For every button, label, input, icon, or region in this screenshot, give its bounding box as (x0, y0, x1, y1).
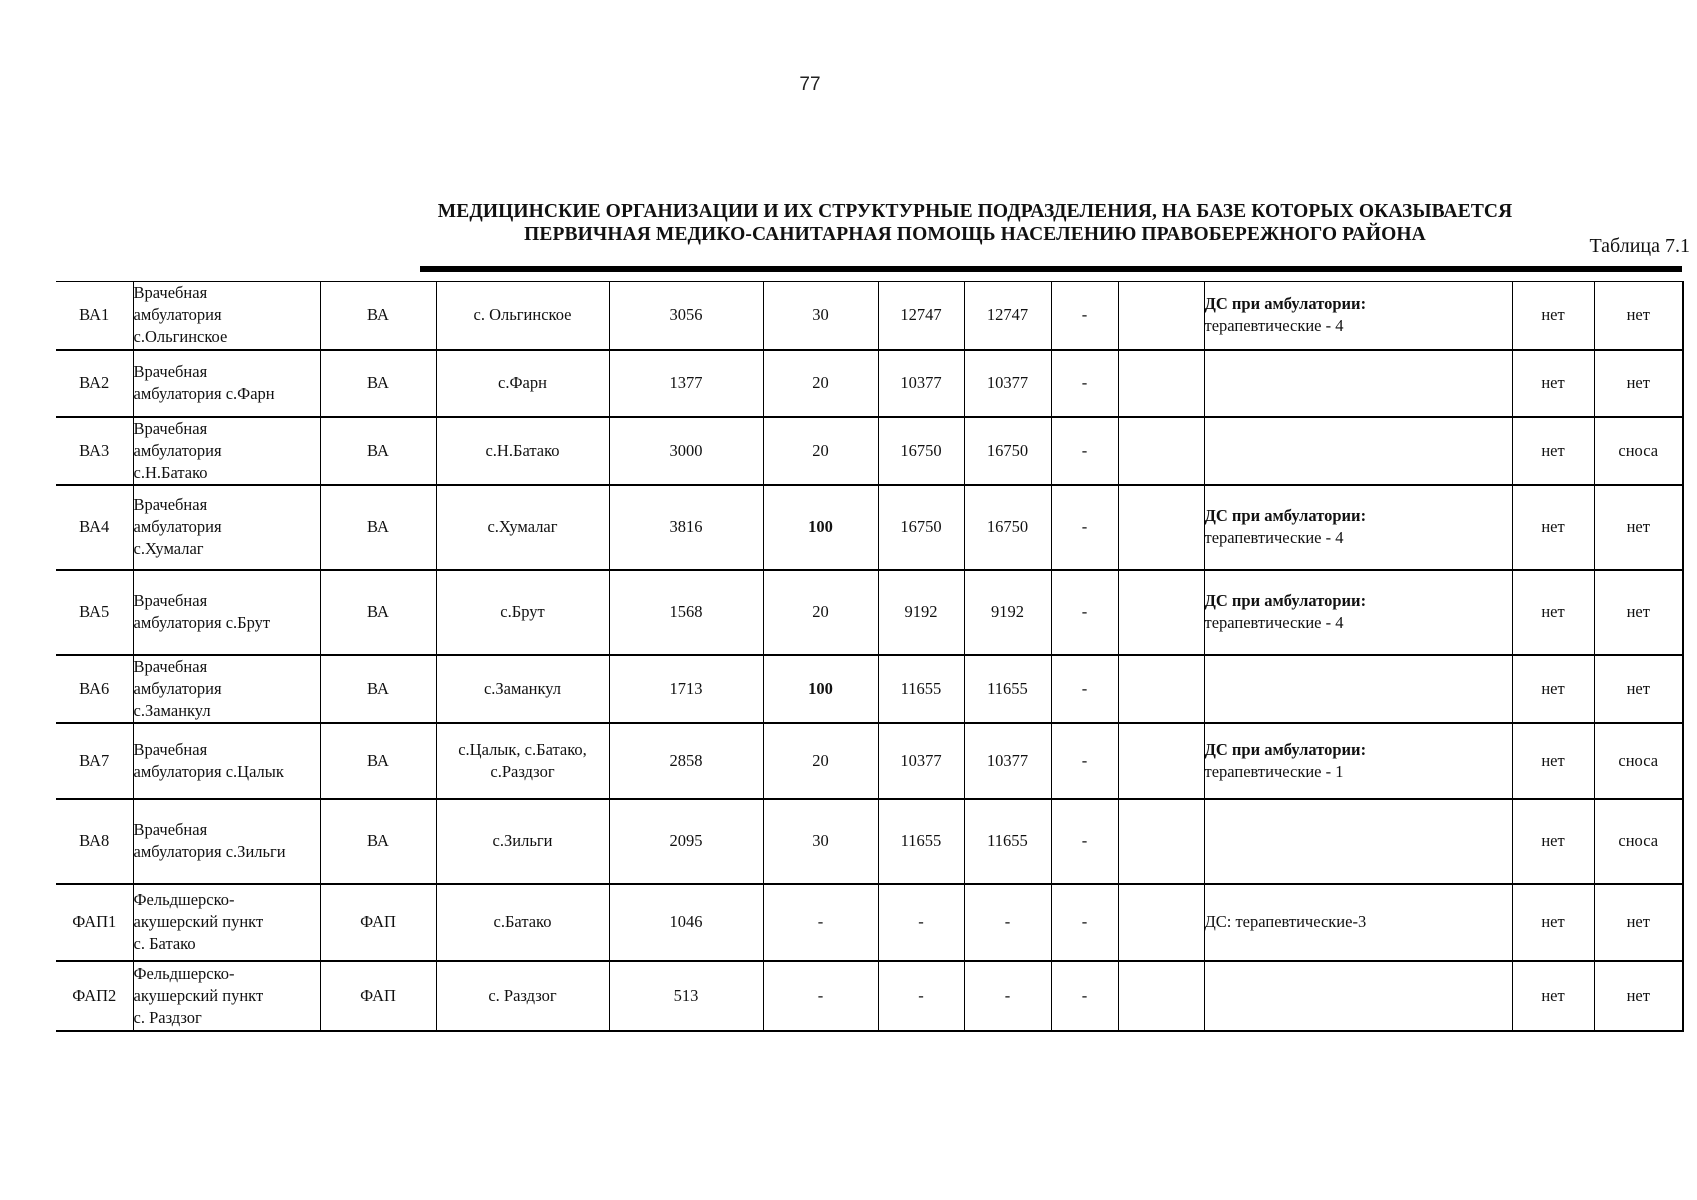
org-name-line: с.Н.Батако (133, 462, 208, 482)
status-flag-cell: нет (1594, 350, 1683, 417)
table-row (56, 350, 1683, 417)
population-cell: 513 (609, 961, 763, 1031)
status-flag-cell: нет (1512, 884, 1594, 961)
area-used-cell: 12747 (964, 282, 1051, 350)
dash-cell: - (1051, 570, 1118, 655)
empty-cell (1118, 417, 1204, 485)
settlement-line: с.Фарн (498, 373, 547, 392)
area-total-cell: 16750 (878, 485, 964, 570)
table-row (56, 485, 1683, 570)
notes-text: терапевтические - 4 (1204, 528, 1344, 547)
org-name-line: Фельдшерско- (133, 963, 235, 983)
org-code-cell: ФАП2 (56, 961, 133, 1031)
org-name-line: Врачебная (133, 495, 208, 514)
org-name-line: амбулатория с.Цалык (133, 761, 284, 781)
notes-cell (1204, 723, 1512, 799)
settlement-cell (436, 485, 609, 570)
org-name-line: Врачебная (133, 656, 208, 676)
org-name-line: Врачебная (133, 739, 208, 759)
notes-cell (1204, 655, 1512, 723)
notes-cell (1204, 417, 1512, 485)
area-total-cell: 10377 (878, 723, 964, 799)
title-line-1: МЕДИЦИНСКИЕ ОРГАНИЗАЦИИ И ИХ СТРУКТУРНЫЕ ПОДРАЗДЕЛЕНИЯ, НА БАЗЕ КОТОРЫХ ОКАЗЫВАЕТСЯ (437, 201, 1513, 222)
status-flag-cell: нет (1512, 655, 1594, 723)
capacity-cell: 30 (763, 799, 878, 884)
settlement-line: с.Раздзог (490, 761, 555, 781)
status-flag-cell: сноса (1594, 723, 1683, 799)
status-flag-cell: нет (1512, 350, 1594, 417)
status-flag-cell: нет (1512, 723, 1594, 799)
org-code-cell: ВА5 (56, 570, 133, 655)
title-line-2: ПЕРВИЧНАЯ МЕДИКО-САНИТАРНАЯ ПОМОЩЬ НАСЕЛЕНИЮ ПРАВОБЕРЕЖНОГО РАЙОНА (524, 224, 1426, 245)
dash-cell: - (1051, 417, 1118, 485)
notes-cell (1204, 799, 1512, 884)
org-name-line: амбулатория (133, 678, 222, 698)
notes-text: терапевтические - 1 (1204, 761, 1344, 781)
org-type-cell: ВА (320, 570, 436, 655)
org-name-line: Врачебная (133, 418, 208, 438)
page-number: 77 (799, 74, 821, 95)
population-cell: 1377 (609, 350, 763, 417)
status-flag-cell: нет (1594, 282, 1683, 350)
population-cell: 1568 (609, 570, 763, 655)
medical-organizations-table (56, 281, 1684, 1032)
settlement-cell (436, 799, 609, 884)
org-code-cell: ФАП1 (56, 884, 133, 961)
header-rule (420, 266, 1682, 272)
capacity-cell: 20 (763, 417, 878, 485)
status-flag-cell: нет (1594, 570, 1683, 655)
org-type-cell: ФАП (320, 884, 436, 961)
org-name-line: Фельдшерско- (133, 890, 235, 909)
settlement-line: с.Батако (493, 912, 552, 931)
status-flag-cell: нет (1594, 961, 1683, 1031)
notes-text: ДС: терапевтические-3 (1204, 912, 1367, 931)
org-name-line: Врачебная (133, 283, 208, 303)
table-row (56, 723, 1683, 799)
empty-cell (1118, 799, 1204, 884)
area-used-cell: 11655 (964, 655, 1051, 723)
notes-text: терапевтические - 4 (1204, 316, 1344, 336)
org-name-cell (133, 570, 320, 655)
org-code-cell: ВА3 (56, 417, 133, 485)
capacity-cell: - (763, 961, 878, 1031)
org-name-line: акушерский пункт (133, 985, 264, 1005)
capacity-cell: 20 (763, 350, 878, 417)
notes-heading: ДС при амбулатории: (1204, 506, 1367, 525)
org-code-cell: ВА7 (56, 723, 133, 799)
capacity-cell: 30 (763, 282, 878, 350)
status-flag-cell: нет (1512, 485, 1594, 570)
population-cell: 1713 (609, 655, 763, 723)
settlement-line: с. Раздзог (488, 985, 557, 1005)
org-name-line: Врачебная (133, 820, 208, 839)
org-name-line: амбулатория с.Фарн (133, 384, 275, 403)
area-used-cell: - (964, 884, 1051, 961)
capacity-cell: 20 (763, 570, 878, 655)
area-used-cell: 9192 (964, 570, 1051, 655)
org-name-cell (133, 655, 320, 723)
area-used-cell: - (964, 961, 1051, 1031)
empty-cell (1118, 350, 1204, 417)
org-code-cell: ВА8 (56, 799, 133, 884)
settlement-cell (436, 417, 609, 485)
org-name-line: амбулатория с.Зильги (133, 842, 286, 861)
empty-cell (1118, 723, 1204, 799)
status-flag-cell: нет (1594, 884, 1683, 961)
empty-cell (1118, 282, 1204, 350)
dash-cell: - (1051, 884, 1118, 961)
status-flag-cell: сноса (1594, 799, 1683, 884)
population-cell: 3816 (609, 485, 763, 570)
area-used-cell: 11655 (964, 799, 1051, 884)
area-total-cell: 10377 (878, 350, 964, 417)
org-name-line: акушерский пункт (133, 912, 264, 931)
org-name-line: амбулатория (133, 517, 222, 536)
notes-cell (1204, 282, 1512, 350)
org-code-cell: ВА6 (56, 655, 133, 723)
empty-cell (1118, 570, 1204, 655)
table-row (56, 655, 1683, 723)
population-cell: 2858 (609, 723, 763, 799)
org-name-line: Врачебная (133, 591, 208, 610)
notes-cell (1204, 570, 1512, 655)
population-cell: 1046 (609, 884, 763, 961)
settlement-cell (436, 282, 609, 350)
org-name-cell (133, 282, 320, 350)
org-name-cell (133, 485, 320, 570)
capacity-cell: 100 (763, 655, 878, 723)
table-row (56, 282, 1683, 350)
settlement-cell (436, 350, 609, 417)
area-total-cell: 12747 (878, 282, 964, 350)
settlement-line: с.Хумалаг (487, 517, 558, 536)
area-total-cell: 16750 (878, 417, 964, 485)
org-name-line: Врачебная (133, 362, 208, 381)
notes-heading: ДС при амбулатории: (1204, 591, 1367, 610)
document-title (400, 200, 1550, 246)
org-type-cell: ВА (320, 350, 436, 417)
org-name-cell (133, 884, 320, 961)
capacity-cell: 20 (763, 723, 878, 799)
status-flag-cell: сноса (1594, 417, 1683, 485)
table-row (56, 961, 1683, 1031)
org-name-line: с. Раздзог (133, 1007, 202, 1027)
notes-heading: ДС при амбулатории: (1204, 294, 1367, 314)
status-flag-cell: нет (1512, 799, 1594, 884)
settlement-cell (436, 570, 609, 655)
notes-heading: ДС при амбулатории: (1204, 739, 1367, 759)
org-type-cell: ВА (320, 799, 436, 884)
org-name-cell (133, 417, 320, 485)
notes-cell (1204, 961, 1512, 1031)
dash-cell: - (1051, 723, 1118, 799)
status-flag-cell: нет (1512, 282, 1594, 350)
org-name-cell (133, 799, 320, 884)
org-name-line: с. Батако (133, 934, 196, 953)
notes-cell (1204, 884, 1512, 961)
notes-cell (1204, 350, 1512, 417)
area-used-cell: 16750 (964, 485, 1051, 570)
population-cell: 3000 (609, 417, 763, 485)
population-cell: 2095 (609, 799, 763, 884)
area-total-cell: 11655 (878, 655, 964, 723)
dash-cell: - (1051, 655, 1118, 723)
org-name-line: амбулатория (133, 440, 222, 460)
settlement-cell (436, 884, 609, 961)
empty-cell (1118, 655, 1204, 723)
org-name-line: с.Хумалаг (133, 539, 204, 558)
notes-cell (1204, 485, 1512, 570)
table-row (56, 417, 1683, 485)
status-flag-cell: нет (1594, 485, 1683, 570)
settlement-cell (436, 961, 609, 1031)
area-total-cell: - (878, 884, 964, 961)
org-name-line: с.Ольгинское (133, 327, 228, 347)
settlement-line: с.Н.Батако (485, 440, 560, 460)
dash-cell: - (1051, 799, 1118, 884)
org-name-line: амбулатория с.Брут (133, 613, 271, 632)
table-row (56, 884, 1683, 961)
area-total-cell: 11655 (878, 799, 964, 884)
dash-cell: - (1051, 350, 1118, 417)
org-name-cell (133, 350, 320, 417)
org-type-cell: ВА (320, 417, 436, 485)
status-flag-cell: нет (1512, 570, 1594, 655)
status-flag-cell: нет (1594, 655, 1683, 723)
capacity-cell: 100 (763, 485, 878, 570)
settlement-line: с.Цалык, с.Батако, (458, 739, 587, 759)
table-caption: Таблица 7.1 (1589, 235, 1690, 257)
org-code-cell: ВА1 (56, 282, 133, 350)
dash-cell: - (1051, 961, 1118, 1031)
empty-cell (1118, 884, 1204, 961)
org-name-line: с.Заманкул (133, 700, 211, 720)
settlement-line: с. Ольгинское (473, 305, 572, 325)
settlement-cell (436, 723, 609, 799)
area-total-cell: - (878, 961, 964, 1031)
org-name-line: амбулатория (133, 305, 222, 325)
org-code-cell: ВА2 (56, 350, 133, 417)
org-name-cell (133, 961, 320, 1031)
dash-cell: - (1051, 485, 1118, 570)
table-row (56, 570, 1683, 655)
area-used-cell: 10377 (964, 723, 1051, 799)
table-row (56, 799, 1683, 884)
settlement-line: с.Заманкул (483, 678, 562, 698)
area-used-cell: 16750 (964, 417, 1051, 485)
org-code-cell: ВА4 (56, 485, 133, 570)
empty-cell (1118, 485, 1204, 570)
area-total-cell: 9192 (878, 570, 964, 655)
area-used-cell: 10377 (964, 350, 1051, 417)
settlement-line: с.Брут (500, 602, 545, 621)
notes-text: терапевтические - 4 (1204, 613, 1344, 632)
settlement-cell (436, 655, 609, 723)
org-type-cell: ВА (320, 723, 436, 799)
dash-cell: - (1051, 282, 1118, 350)
status-flag-cell: нет (1512, 961, 1594, 1031)
capacity-cell: - (763, 884, 878, 961)
status-flag-cell: нет (1512, 417, 1594, 485)
population-cell: 3056 (609, 282, 763, 350)
org-type-cell: ВА (320, 485, 436, 570)
org-type-cell: ВА (320, 655, 436, 723)
org-name-cell (133, 723, 320, 799)
empty-cell (1118, 961, 1204, 1031)
org-type-cell: ФАП (320, 961, 436, 1031)
org-type-cell: ВА (320, 282, 436, 350)
settlement-line: с.Зильги (492, 831, 553, 850)
